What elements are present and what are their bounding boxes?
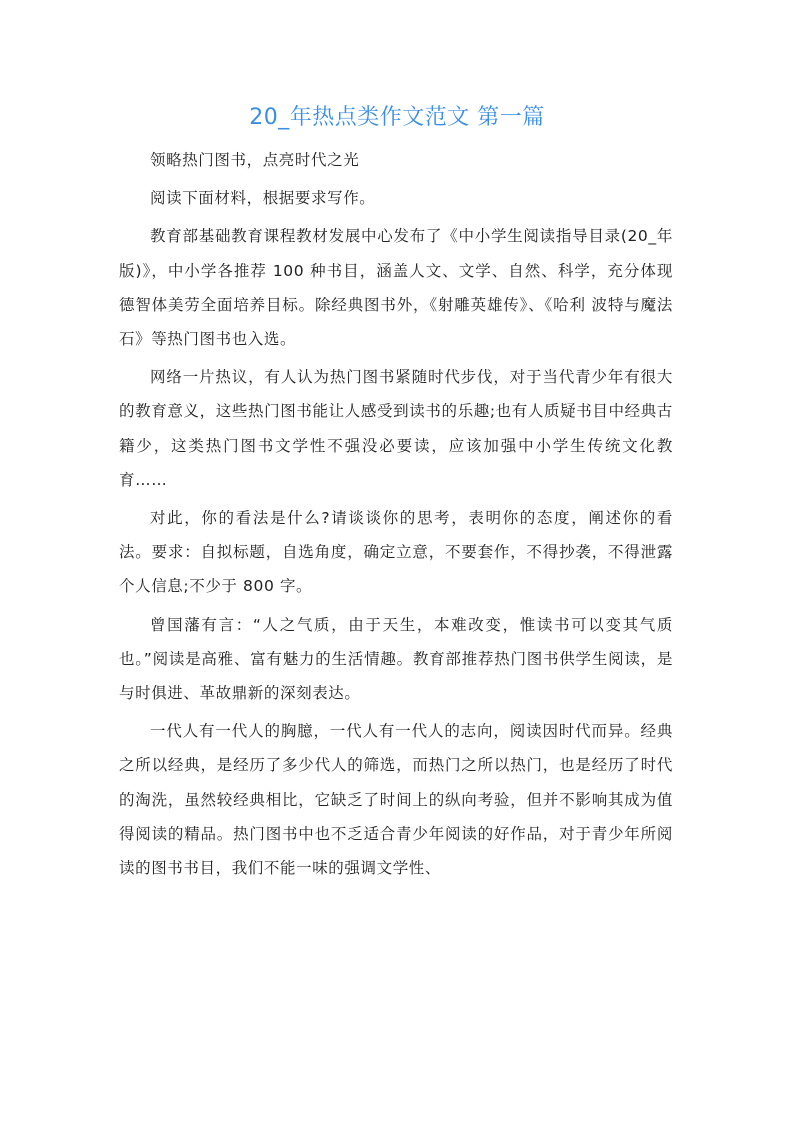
paragraph-subtitle: 领略热门图书，点亮时代之光 bbox=[150, 151, 360, 169]
document-body bbox=[119, 143, 673, 889]
paragraph-debate: 网络一片热议，有人认为热门图书紧随时代步伐，对于当代青少年有很大的教育意义，这些热门图书能让人感受到读书的乐趣;也有人质疑书目中经典古籍少，这类热门图书文学性不强没必要读，应该加强中小学生传统文化教育…… bbox=[119, 368, 673, 489]
paragraph-essay: 一代人有一代人的胸臆，一代人有一代人的志向，阅读因时代而异。经典之所以经典，是经历了多少代人的筛选，而热门之所以热门，也是经历了时代的淘洗，虽然较经典相比，它缺乏了时间上的纵向考验，但并不影响其成为值得阅读的精品。热门图书中也不乏适合青少年阅读的好作品，对于青少年所阅读的图书书目，我们不能一味的强调文学性、 bbox=[119, 722, 673, 878]
paragraph-requirements: 对此，你的看法是什么?请谈谈你的思考，表明你的态度，阐述你的看法。要求：自拟标题，自选角度，确定立意，不要套作，不得抄袭，不得泄露个人信息;不少于 800 字。 bbox=[119, 509, 673, 596]
paragraph-instruction: 阅读下面材料，根据要求写作。 bbox=[150, 189, 376, 208]
document-title: 20_年热点类作文范文 第一篇 bbox=[249, 105, 545, 130]
paragraph-quote: 曾国藩有言：“人之气质，由于天生，本难改变，惟读书可以变其气质也。”阅读是高雅、富有魅力的生活情趣。教育部推荐热门图书供学生阅读，是与时俱进、革故鼎新的深刻表达。 bbox=[119, 615, 673, 703]
paragraph-material: 教育部基础教育课程教材发展中心发布了《中小学生阅读指导目录(20_年版)》，中小学各推荐 100 种书目，涵盖人文、文学、自然、科学，充分体现德智体美劳全面培养目标。除经典图书外，《射雕英雄传》、《哈利 波特与魔法石》等热门图书也入选。 bbox=[119, 227, 673, 349]
